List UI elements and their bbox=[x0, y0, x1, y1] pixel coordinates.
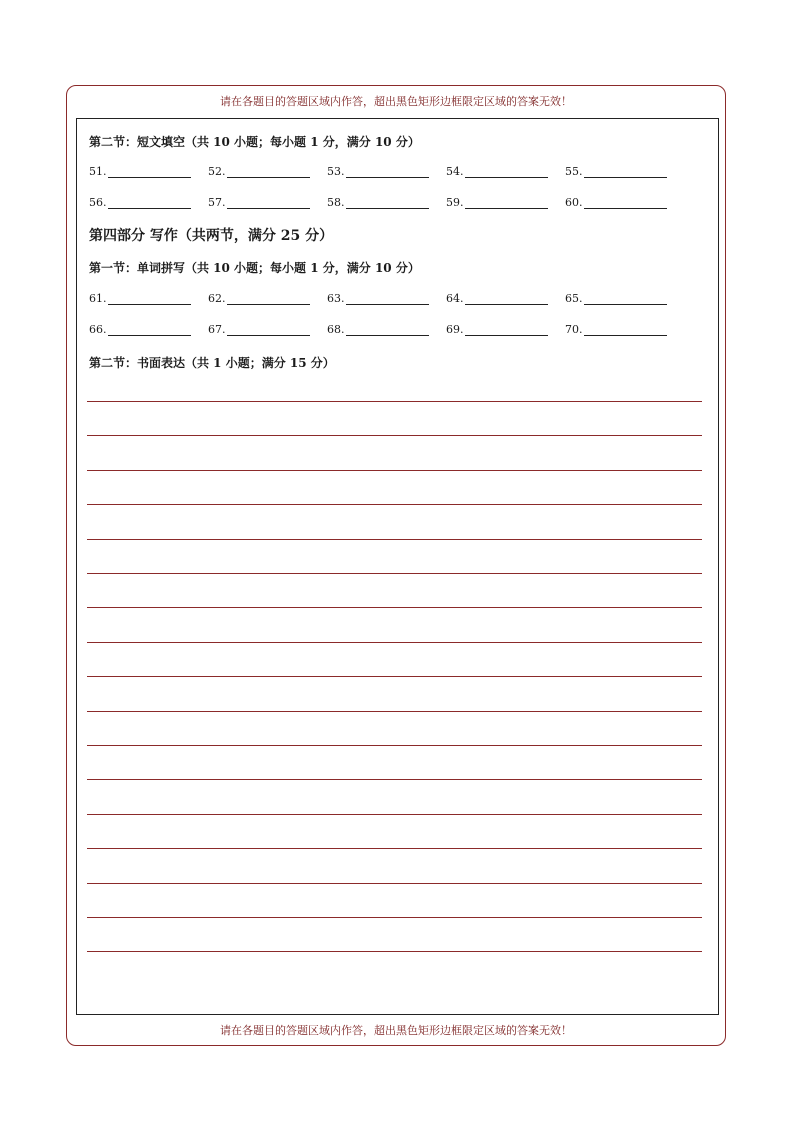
writing-line bbox=[87, 814, 702, 815]
writing-line bbox=[87, 470, 702, 471]
blank-59[interactable] bbox=[446, 195, 548, 209]
blank-65[interactable] bbox=[565, 291, 667, 305]
blank-number: 56. bbox=[89, 196, 107, 209]
answer-line bbox=[584, 322, 667, 336]
blank-number: 61. bbox=[89, 292, 107, 305]
blank-number: 63. bbox=[327, 292, 345, 305]
blank-number: 59. bbox=[446, 196, 464, 209]
spelling-row-2 bbox=[89, 322, 709, 338]
answer-line bbox=[465, 291, 548, 305]
answer-line bbox=[465, 195, 548, 209]
blank-69[interactable] bbox=[446, 322, 548, 336]
answer-line bbox=[108, 322, 191, 336]
blank-number: 70. bbox=[565, 323, 583, 336]
blank-62[interactable] bbox=[208, 291, 310, 305]
blank-number: 54. bbox=[446, 165, 464, 178]
blank-52[interactable] bbox=[208, 164, 310, 178]
blank-61[interactable] bbox=[89, 291, 191, 305]
answer-line bbox=[227, 164, 310, 178]
answer-line bbox=[584, 291, 667, 305]
blank-number: 57. bbox=[208, 196, 226, 209]
writing-line bbox=[87, 435, 702, 436]
blank-number: 66. bbox=[89, 323, 107, 336]
blank-51[interactable] bbox=[89, 164, 191, 178]
section-cloze-title: 第二节：短文填空（共 10 小题；每小题 1 分，满分 10 分） bbox=[89, 135, 420, 149]
writing-line bbox=[87, 573, 702, 574]
answer-line bbox=[108, 291, 191, 305]
blank-68[interactable] bbox=[327, 322, 429, 336]
blank-number: 62. bbox=[208, 292, 226, 305]
answer-line bbox=[108, 195, 191, 209]
answer-line bbox=[346, 164, 429, 178]
writing-line bbox=[87, 848, 702, 849]
blank-56[interactable] bbox=[89, 195, 191, 209]
answer-line bbox=[108, 164, 191, 178]
blank-number: 68. bbox=[327, 323, 345, 336]
writing-line bbox=[87, 917, 702, 918]
blank-number: 64. bbox=[446, 292, 464, 305]
blank-number: 52. bbox=[208, 165, 226, 178]
cloze-row-1 bbox=[89, 164, 709, 180]
bottom-notice: 请在各题目的答题区域内作答，超出黑色矩形边框限定区域的答案无效！ bbox=[220, 1024, 572, 1037]
blank-number: 67. bbox=[208, 323, 226, 336]
writing-line bbox=[87, 539, 702, 540]
blank-number: 65. bbox=[565, 292, 583, 305]
answer-line bbox=[227, 195, 310, 209]
writing-line bbox=[87, 607, 702, 608]
answer-line bbox=[346, 322, 429, 336]
blank-number: 58. bbox=[327, 196, 345, 209]
blank-55[interactable] bbox=[565, 164, 667, 178]
answer-line bbox=[584, 195, 667, 209]
section-writing-title: 第二节：书面表达（共 1 小题；满分 15 分） bbox=[89, 356, 335, 370]
writing-line bbox=[87, 883, 702, 884]
blank-number: 55. bbox=[565, 165, 583, 178]
blank-number: 53. bbox=[327, 165, 345, 178]
spelling-row-1 bbox=[89, 291, 709, 307]
writing-line bbox=[87, 951, 702, 952]
answer-area-box bbox=[76, 118, 719, 1015]
answer-line bbox=[346, 195, 429, 209]
writing-line bbox=[87, 745, 702, 746]
answer-line bbox=[465, 164, 548, 178]
blank-number: 60. bbox=[565, 196, 583, 209]
top-notice: 请在各题目的答题区域内作答，超出黑色矩形边框限定区域的答案无效！ bbox=[220, 95, 572, 108]
answer-line bbox=[227, 291, 310, 305]
blank-67[interactable] bbox=[208, 322, 310, 336]
answer-line bbox=[346, 291, 429, 305]
answer-line bbox=[584, 164, 667, 178]
writing-line bbox=[87, 642, 702, 643]
blank-63[interactable] bbox=[327, 291, 429, 305]
writing-line bbox=[87, 779, 702, 780]
section-spelling-title: 第一节：单词拼写（共 10 小题；每小题 1 分，满分 10 分） bbox=[89, 261, 420, 275]
blank-number: 69. bbox=[446, 323, 464, 336]
answer-line bbox=[465, 322, 548, 336]
blank-58[interactable] bbox=[327, 195, 429, 209]
blank-60[interactable] bbox=[565, 195, 667, 209]
blank-70[interactable] bbox=[565, 322, 667, 336]
blank-64[interactable] bbox=[446, 291, 548, 305]
blank-57[interactable] bbox=[208, 195, 310, 209]
blank-53[interactable] bbox=[327, 164, 429, 178]
cloze-row-2 bbox=[89, 195, 709, 211]
writing-line bbox=[87, 676, 702, 677]
answer-line bbox=[227, 322, 310, 336]
answer-sheet-frame bbox=[66, 85, 726, 1046]
writing-line bbox=[87, 504, 702, 505]
writing-line bbox=[87, 711, 702, 712]
writing-line bbox=[87, 401, 702, 402]
part4-title: 第四部分 写作（共两节，满分 25 分） bbox=[89, 228, 334, 244]
blank-number: 51. bbox=[89, 165, 107, 178]
blank-54[interactable] bbox=[446, 164, 548, 178]
blank-66[interactable] bbox=[89, 322, 191, 336]
